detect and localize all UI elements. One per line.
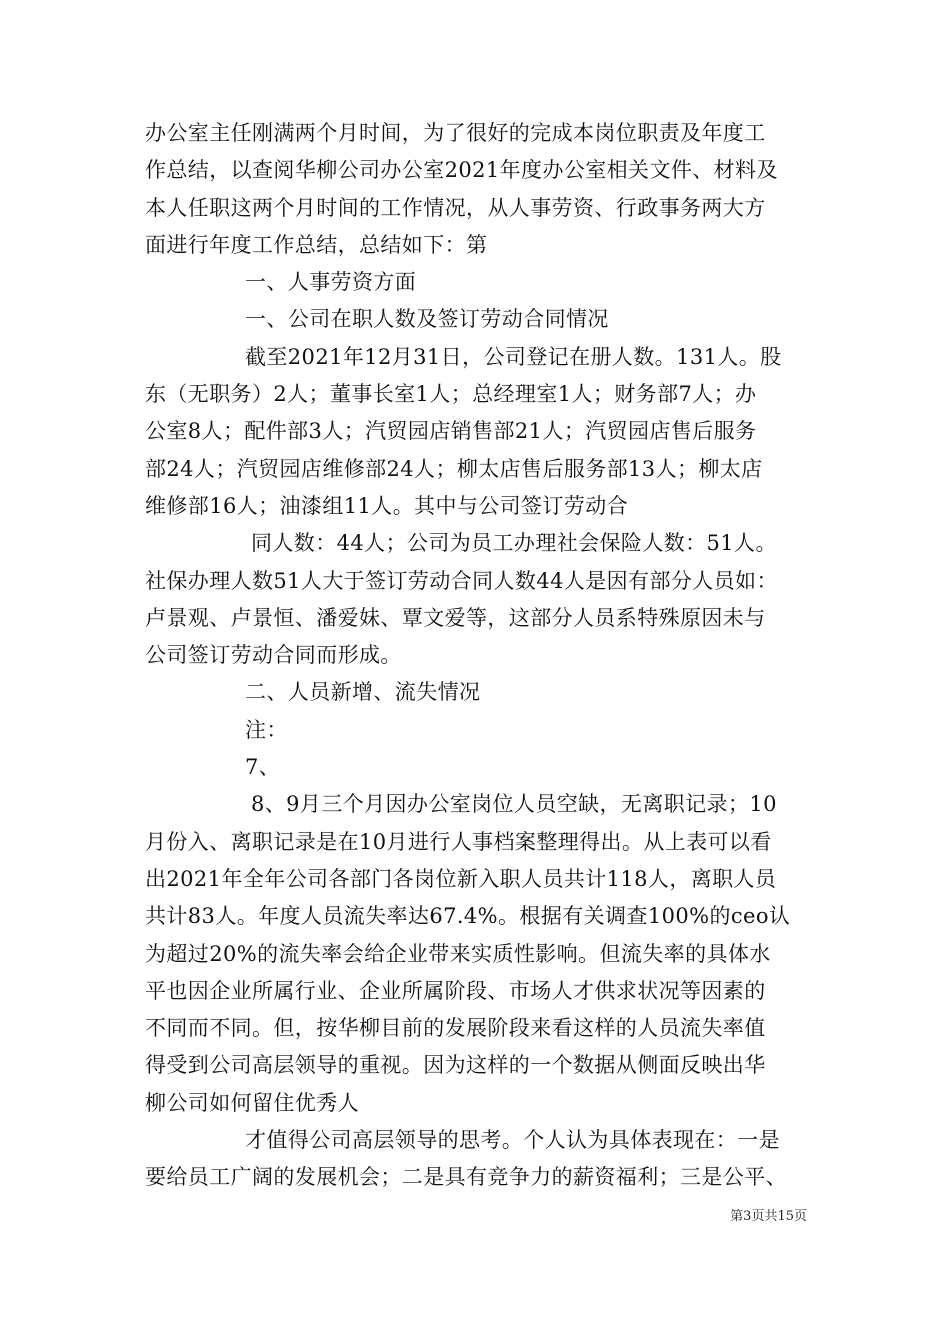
text-line: 出2021年全年公司各部门各岗位新入职人员共计118人，离职人员 (145, 866, 777, 891)
document-body (145, 115, 810, 1197)
text-line: 作总结，以查阅华柳公司办公室2021年度办公室相关文件、材料及 (145, 158, 778, 183)
text-line: 本人任职这两个月时间的工作情况，从人事劳资、行政事务两大方 (145, 195, 766, 220)
subsection-heading: 二、人员新增、流失情况 (245, 680, 481, 705)
text-line: 维修部16人；油漆组11人。其中与公司签订劳动合 (145, 493, 629, 518)
text-line: 办公室主任刚满两个月时间，为了很好的完成本岗位职责及年度工 (145, 121, 766, 145)
text-line: 社保办理人数51人大于签订劳动合同人数44人是因有部分人员如： (145, 568, 778, 593)
text-line: 柳公司如何留住优秀人 (145, 1090, 359, 1115)
text-line: 同人数：44人；公司为员工办理社会保险人数：51人。 (251, 531, 777, 556)
text-line: 得受到公司高层领导的重视。因为这样的一个数据从侧面反映出华 (145, 1053, 766, 1078)
text-line: 不同而不同。但，按华柳目前的发展阶段来看这样的人员流失率值 (145, 1016, 766, 1041)
text-line: 注： (245, 717, 288, 742)
subsection-heading: 一、公司在职人数及签订劳动合同情况 (245, 307, 609, 332)
text-line: 共计83人。年度人员流失率达67.4%。根据有关调查100%的ceo认 (145, 904, 791, 929)
text-line: 7、 (245, 755, 281, 780)
text-line: 东（无职务）2人；董事长室1人；总经理室1人；财务部7人；办 (145, 382, 757, 407)
page-number: 第3页共15页 (730, 1209, 807, 1224)
text-line: 要给员工广阔的发展机会；二是具有竞争力的薪资福利；三是公平、 (145, 1165, 787, 1190)
text-line: 公司签订劳动合同而形成。 (145, 643, 402, 668)
text-line: 截至2021年12月31日，公司登记在册人数。131人。股 (245, 344, 782, 369)
section-heading: 一、人事劳资方面 (245, 270, 417, 295)
text-line: 才值得公司高层领导的思考。个人认为具体表现在：一是 (245, 1128, 780, 1153)
text-line: 公室8人；配件部3人；汽贸园店销售部21人；汽贸园店售后服务 (145, 419, 757, 444)
text-line: 为超过20%的流失率会给企业带来实质性影响。但流失率的具体水 (145, 941, 771, 966)
text-line: 8、9月三个月因办公室岗位人员空缺，无离职记录；10 (251, 792, 777, 817)
text-line: 月份入、离职记录是在10月进行人事档案整理得出。从上表可以看 (145, 829, 772, 854)
text-line: 面进行年度工作总结，总结如下：第 (145, 232, 488, 257)
text-line: 部24人；汽贸园店维修部24人；柳太店售后服务部13人；柳太店 (145, 456, 763, 481)
text-line: 平也因企业所属行业、企业所属阶段、市场人才供求状况等因素的 (145, 978, 766, 1003)
text-line: 卢景观、卢景恒、潘爱妹、覃文爱等，这部分人员系特殊原因未与 (145, 605, 766, 630)
